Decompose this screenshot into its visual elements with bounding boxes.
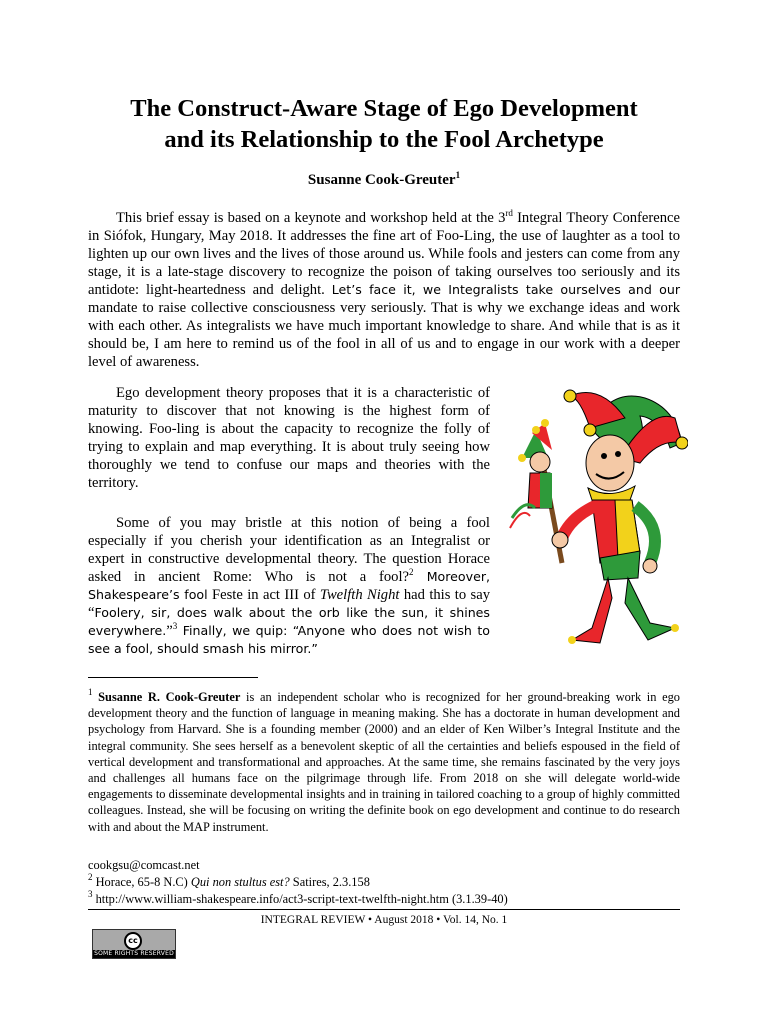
footnote-2-text-b: Satires, 2.3.158 — [289, 875, 370, 889]
footnote-separator — [88, 677, 258, 678]
play-title: Twelfth Night — [319, 587, 400, 603]
page-footer-rule — [88, 909, 680, 910]
author-line — [0, 172, 768, 189]
p3-text-a: Some of you may bristle at this notion of being a fool especially if you cherish your identification as an Integralist or expert in constructive developmental theory. The question Horace asked in ancient Rome: Who is not a fool? — [88, 515, 490, 585]
p3-text-g: Finally, we quip: “Anyone who does not wish to see a fool, should smash his mirror.” — [88, 623, 490, 656]
journal-footer: INTEGRAL REVIEW • August 2018 • Vol. 14, No. 1 — [260, 914, 508, 926]
footnote-2-number: 2 — [88, 872, 93, 882]
creative-commons-badge[interactable] — [92, 929, 176, 959]
p1-text-b: Integral Theory Conference in Siófok, Hungary, May 2018. It addresses the fine art of Foo-Ling, the use of laughter as a tool to lighten up our own lives and the lives of those around us. While fools and jesters can come from any stage, it is a late-stage discovery to recognize the poison of taking ourselves too seriously and its antidote: light-heartedness and delight. — [88, 210, 680, 298]
footnote-1-name: Susanne R. Cook-Greuter — [98, 690, 241, 704]
jester-illustration — [500, 388, 688, 658]
p1-text-d: mandate to raise collective consciousness very seriously. That is why we exchange ideas and work with each other. As integralists we have much important knowledge to share. And while that is as it should be, I am here to remind us of the fool in all of us and to engage in our work with a deeper level of awareness. — [88, 300, 680, 370]
license-text: SOME RIGHTS RESERVED — [94, 950, 174, 957]
footnote-3 — [88, 891, 508, 907]
footnote-1-number: 1 — [88, 687, 93, 697]
p3-text-f: ” — [166, 623, 173, 639]
footnote-3-number: 3 — [88, 889, 93, 899]
footnote-3-link[interactable]: http://www.william-shakespeare.info/act3-script-text-twelfth-night.htm (3.1.39-40) — [92, 892, 508, 906]
document-title — [0, 93, 768, 155]
creative-commons-icon: cc — [124, 932, 142, 950]
p1-text-a: This brief essay is based on a keynote and workshop held at the 3 — [116, 210, 506, 226]
footnote-1 — [88, 689, 680, 835]
paragraph-fool — [88, 514, 490, 658]
shakespeare-quote: Foolery, sir, does walk about the orb like the sun, it shines everywhere. — [88, 605, 490, 638]
author-name: Susanne Cook-Greuter — [307, 172, 456, 188]
author-email[interactable]: cookgsu@comcast.net — [88, 858, 200, 872]
p3-text-b: Moreover, Shakespeare’s fool — [88, 569, 490, 602]
footnote-2 — [88, 874, 370, 890]
paragraph-intro — [88, 209, 680, 371]
title-line-2: and its Relationship to the Fool Archetype — [164, 126, 604, 153]
footnote-marker-2: 2 — [409, 567, 414, 577]
footnote-2-text-a: Horace, 65-8 N.C) — [92, 875, 191, 889]
p3-text-c: Feste in act III of — [207, 587, 320, 603]
footnote-marker-3: 3 — [172, 621, 178, 631]
footnote-1-text: is an independent scholar who is recognized for her ground-breaking work in ego development theory and the function of language in meaning making. She has a doctorate in human development and psychology from Harvard. She is a founding member (2000) and an elder of Ken Wilber’s Integral Institute and the integral community. She sees herself as a benevolent skeptic of all the certainties and beliefs espoused in the field of vertical development and transformational and approaches. At the same time, she remains fascinated by the very joys and challenges all humans face on the pilgrimage through life. From 2018 on she will delegate world-wide engagements to disseminate developmental insights and in training in tailored coaching to a group of highly committed colleagues. Instead, she will be focusing on writing the definite book on ego development and continue to do research with and about the MAP instrument. — [88, 690, 680, 834]
author-footnote-marker: 1 — [455, 170, 461, 180]
p1-ordinal-sup: rd — [505, 208, 513, 218]
footnote-2-latin: Qui non stultus est? — [190, 875, 290, 889]
p1-text-c: Let’s face it, we Integralists take ourselves and our — [331, 282, 680, 297]
p3-text-d: had this to say “ — [88, 587, 490, 621]
paragraph-ego-theory: Ego development theory proposes that it is a characteristic of maturity to discover that not knowing is the highest form of knowing. Foo-ling is about the capacity to recognize the folly of trying to explain and map everything. It is about truly seeing how thoroughly we tend to confuse our maps and theories with the territory. — [88, 385, 490, 491]
title-line-1: The Construct-Aware Stage of Ego Development — [130, 95, 638, 122]
